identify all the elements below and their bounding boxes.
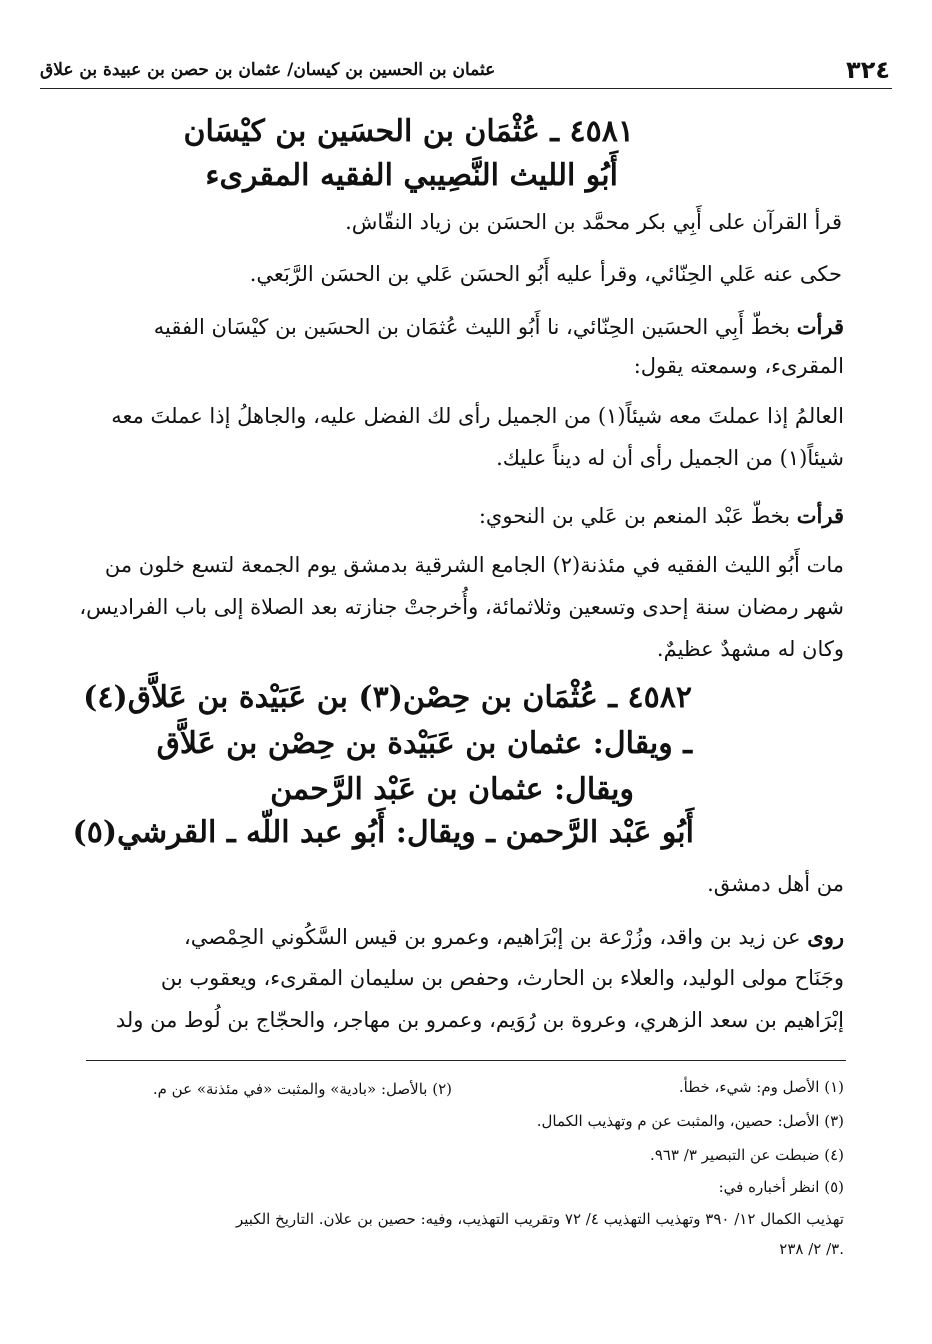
paragraph-line: المقرىء، وسمعته يقول: — [633, 354, 844, 378]
paragraph-line — [479, 503, 844, 528]
paragraph-line — [154, 314, 844, 339]
entry-subtitle: أَبُو الليث النَّصِيبي الفقيه المقرىء — [205, 158, 618, 193]
paragraph-text: عن زيد بن واقد، وزُرْعة بن إبْرَاهيم، وعمرو بن قيس السَّكُوني الحِمْصي، — [183, 925, 801, 949]
footnote: (٣) الأصل: حصين، والمثبت عن م وتهذيب الكمال. — [536, 1112, 844, 1130]
paragraph-line: وجَنَاح مولى الوليد، والعلاء بن الحارث، وحفص بن سليمان المقرىء، ويعقوب بن — [160, 966, 844, 990]
paragraph-line: وكان له مشهدٌ عظيمٌ. — [656, 637, 844, 661]
lead-word: قرأت — [796, 503, 844, 528]
entry-title: ٤٥٨١ ـ عُثْمَان بن الحسَين بن كيْسَان — [183, 114, 634, 149]
entry-title: ٤٥٨٢ ـ عُثْمَان بن حِصْن(٣) بن عَبَيْدة بن عَلاَّق(٤) — [83, 680, 692, 715]
footnote: (٢) بالأصل: «بادية» والمثبت «في مئذنة» عن م. — [152, 1080, 452, 1098]
paragraph: حكى عنه عَلي الحِنّائي، وقرأ عليه أَبُو الحسَن عَلي بن الحسَن الرَّبَعي. — [249, 262, 842, 286]
paragraph: من أهل دمشق. — [707, 872, 844, 896]
entry-kunya: أَبُو عَبْد الرَّحمن ـ ويقال: أَبُو عبد اللّه ـ القرشي(٥) — [72, 815, 694, 850]
paragraph-text: بخطّ عَبْد المنعم بن عَلي بن النحوي: — [478, 504, 791, 528]
lead-word: قرأت — [796, 314, 844, 339]
page-number: ٣٢٤ — [846, 56, 890, 84]
footnote: (٤) ضبطت عن التبصير ٣/ ٩٦٣. — [650, 1146, 844, 1164]
footnote-line: تهذيب الكمال ١٢/ ٣٩٠ وتهذيب التهذيب ٤/ ٧٢ وتقريب التهذيب، وفيه: حصين بن علان. التاريخ الكبير — [235, 1210, 844, 1228]
paragraph-line: مات أَبُو الليث الفقيه في مئذنة(٢) الجامع الشرقية بدمشق يوم الجمعة لتسع خلون من — [104, 553, 844, 577]
running-header — [40, 54, 892, 89]
paragraph-line — [184, 924, 844, 949]
paragraph-text: بخطّ أَبِي الحسَين الحِنّائي، نا أَبُو الليث عُثمَان بن الحسَين بن كيْسَان الفقيه — [153, 315, 791, 339]
footnote: (٥) انظر أخباره في: — [718, 1178, 844, 1196]
footnote: (١) الأصل وم: شيء، خطأ. — [678, 1078, 844, 1096]
lead-word: روى — [807, 924, 844, 949]
running-title: عثمان بن الحسين بن كيسان/ عثمان بن حصن بن عبيدة بن علاق — [40, 60, 496, 80]
paragraph-line: إبْرَاهيم بن سعد الزهري، وعروة بن رُوَيم، وعمرو بن مهاجر، والحجّاج بن لُوط من ولد — [115, 1008, 844, 1032]
paragraph: قرأ القرآن على أَبِي بكر محمَّد بن الحسَن بن زياد النقّاش. — [345, 210, 842, 234]
paragraph-line: شيئاً(١) من الجميل رأى أن له ديناً عليك. — [496, 446, 844, 470]
footnote-line: ٣/ ٢/ ٢٣٨. — [779, 1240, 844, 1258]
paragraph-line: العالمُ إذا عملتَ معه شيئاً(١) من الجميل رأى لك الفضل عليه، والجاهلُ إذا عملتَ معه — [111, 404, 844, 428]
footnote-divider — [86, 1060, 846, 1061]
entry-title-alt: ويقال: عثمان بن عَبْد الرَّحمن — [270, 772, 634, 807]
paragraph-line: شهر رمضان سنة إحدى وتسعين وثلاثمائة، وأُخرجتْ جنازته بعد الصلاة إلى باب الفراديس، — [79, 595, 844, 619]
entry-title-alt: ـ ويقال: عثمان بن عَبَيْدة بن حِصْن بن عَلاَّق — [156, 726, 692, 761]
